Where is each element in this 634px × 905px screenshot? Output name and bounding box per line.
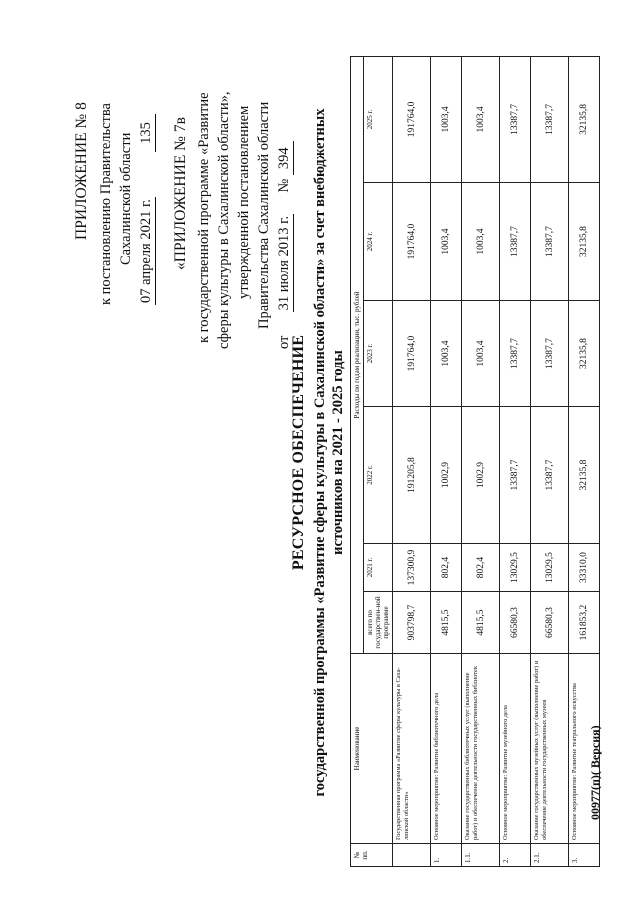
row-total: 4815,5: [431, 592, 462, 654]
row-total: 66580,3: [500, 592, 531, 654]
row-value-2024: 13387,7: [531, 183, 569, 301]
row-total: 161853,2: [569, 592, 600, 654]
row-value-2021: 137300,9: [393, 544, 431, 592]
row-value-2023: 13387,7: [531, 301, 569, 407]
row-value-2023: 191764,0: [393, 301, 431, 407]
table-row: [500, 56, 531, 866]
row-value-2021: 802,4: [462, 544, 500, 592]
orig-appendix-line-3: утвержденной постановлением: [236, 105, 252, 299]
row-total: 4815,5: [462, 592, 500, 654]
resource-table: [350, 56, 600, 867]
table-header-row-1: [351, 56, 364, 866]
header-year-2022: 2022 г.: [364, 407, 393, 544]
row-num: 3.: [569, 844, 600, 867]
row-num: [393, 844, 431, 867]
row-num: 2.: [500, 844, 531, 867]
header-year-2021: 2021 г.: [364, 544, 393, 592]
row-value-2025: 13387,7: [531, 56, 569, 182]
header-year-2025: 2025 г.: [364, 56, 393, 182]
table-row: [531, 56, 569, 866]
row-name: Оказание государственных музейных услуг (выполнение работ) и обеспечение деятельности государственных музеев: [531, 654, 569, 844]
orig-appendix-line-1: к государственной программе «Развитие: [196, 92, 212, 343]
appendix-number: 135: [138, 114, 156, 152]
row-value-2024: 32135,8: [569, 183, 600, 301]
row-name: Основное мероприятие: Развитие библиотечного дела: [431, 654, 462, 844]
row-value-2023: 1003,4: [462, 301, 500, 407]
row-value-2025: 191764,0: [393, 56, 431, 182]
row-num: 1.: [431, 844, 462, 867]
row-value-2025: 13387,7: [500, 56, 531, 182]
row-value-2021: 13029,5: [500, 544, 531, 592]
row-value-2023: 32135,8: [569, 301, 600, 407]
header-total: всего по государствен-ной программе: [364, 592, 393, 654]
table-row: [393, 56, 431, 866]
document-title: РЕСУРСНОЕ ОБЕСПЕЧЕНИЕ: [290, 334, 307, 571]
header-year-2024: 2024 г.: [364, 183, 393, 301]
appendix-decree-line: к постановлению Правительства: [98, 103, 114, 305]
row-value-2021: 33310,0: [569, 544, 600, 592]
document-subtitle-line-1: государственной программы «Развитие сферы культуры в Сахалинской области» за счет внебюджетных: [312, 108, 328, 797]
row-value-2022: 13387,7: [500, 407, 531, 544]
row-num: 2.1.: [531, 844, 569, 867]
header-name: Наименование: [351, 654, 393, 844]
header-expense-group: Расходы по годам реализации, тыс. рублей: [351, 56, 364, 653]
orig-appendix-title: «ПРИЛОЖЕНИЕ № 7в: [172, 117, 189, 270]
row-name: Основное мероприятие: Развитие музейного дела: [500, 654, 531, 844]
header-year-2023: 2023 г.: [364, 301, 393, 407]
row-value-2022: 1002,9: [431, 407, 462, 544]
document-subtitle-line-2: источников на 2021 - 2025 годы: [330, 350, 346, 555]
row-value-2025: 1003,4: [431, 56, 462, 182]
table-row: [462, 56, 500, 866]
row-value-2022: 32135,8: [569, 407, 600, 544]
header-num: № пп.: [351, 844, 393, 867]
orig-appendix-date: 31 июля 2013 г.: [276, 215, 292, 311]
orig-appendix-number: 394: [276, 141, 294, 175]
row-num: 1.1.: [462, 844, 500, 867]
row-value-2021: 802,4: [431, 544, 462, 592]
document-code: 00977(п)( Версия): [588, 725, 602, 820]
row-total: 903798,7: [393, 592, 431, 654]
row-value-2022: 13387,7: [531, 407, 569, 544]
row-value-2024: 13387,7: [500, 183, 531, 301]
row-value-2025: 32135,8: [569, 56, 600, 182]
appendix-region-line: Сахалинской области: [118, 132, 134, 265]
row-value-2022: 1002,9: [462, 407, 500, 544]
row-value-2021: 13029,5: [531, 544, 569, 592]
row-value-2024: 191764,0: [393, 183, 431, 301]
orig-appendix-number-sign: №: [276, 178, 292, 193]
row-name: Оказание государственных библиотечных услуг (выполнение работ) и обеспечение деятельности государственных библиотек: [462, 654, 500, 844]
row-name: Основное мероприятие: Развитие театрального искусства: [569, 654, 600, 844]
orig-appendix-from: от: [276, 335, 292, 349]
row-name: Государственная программа «Развитие сферы культуры в Саха-линской области»: [393, 654, 431, 844]
row-value-2022: 191205,8: [393, 407, 431, 544]
appendix-title: ПРИЛОЖЕНИЕ № 8: [73, 102, 90, 240]
orig-appendix-line-2: сферы культуры в Сахалинской области»,: [216, 91, 232, 349]
row-value-2023: 1003,4: [431, 301, 462, 407]
row-value-2024: 1003,4: [462, 183, 500, 301]
row-total: 66580,3: [531, 592, 569, 654]
row-value-2024: 1003,4: [431, 183, 462, 301]
row-value-2023: 13387,7: [500, 301, 531, 407]
orig-appendix-line-4: Правительства Сахалинской области: [256, 101, 272, 329]
appendix-date: 07 апреля 2021 г.: [138, 199, 154, 303]
row-value-2025: 1003,4: [462, 56, 500, 182]
appendix-date-line: [138, 114, 156, 305]
table-row: [431, 56, 462, 866]
